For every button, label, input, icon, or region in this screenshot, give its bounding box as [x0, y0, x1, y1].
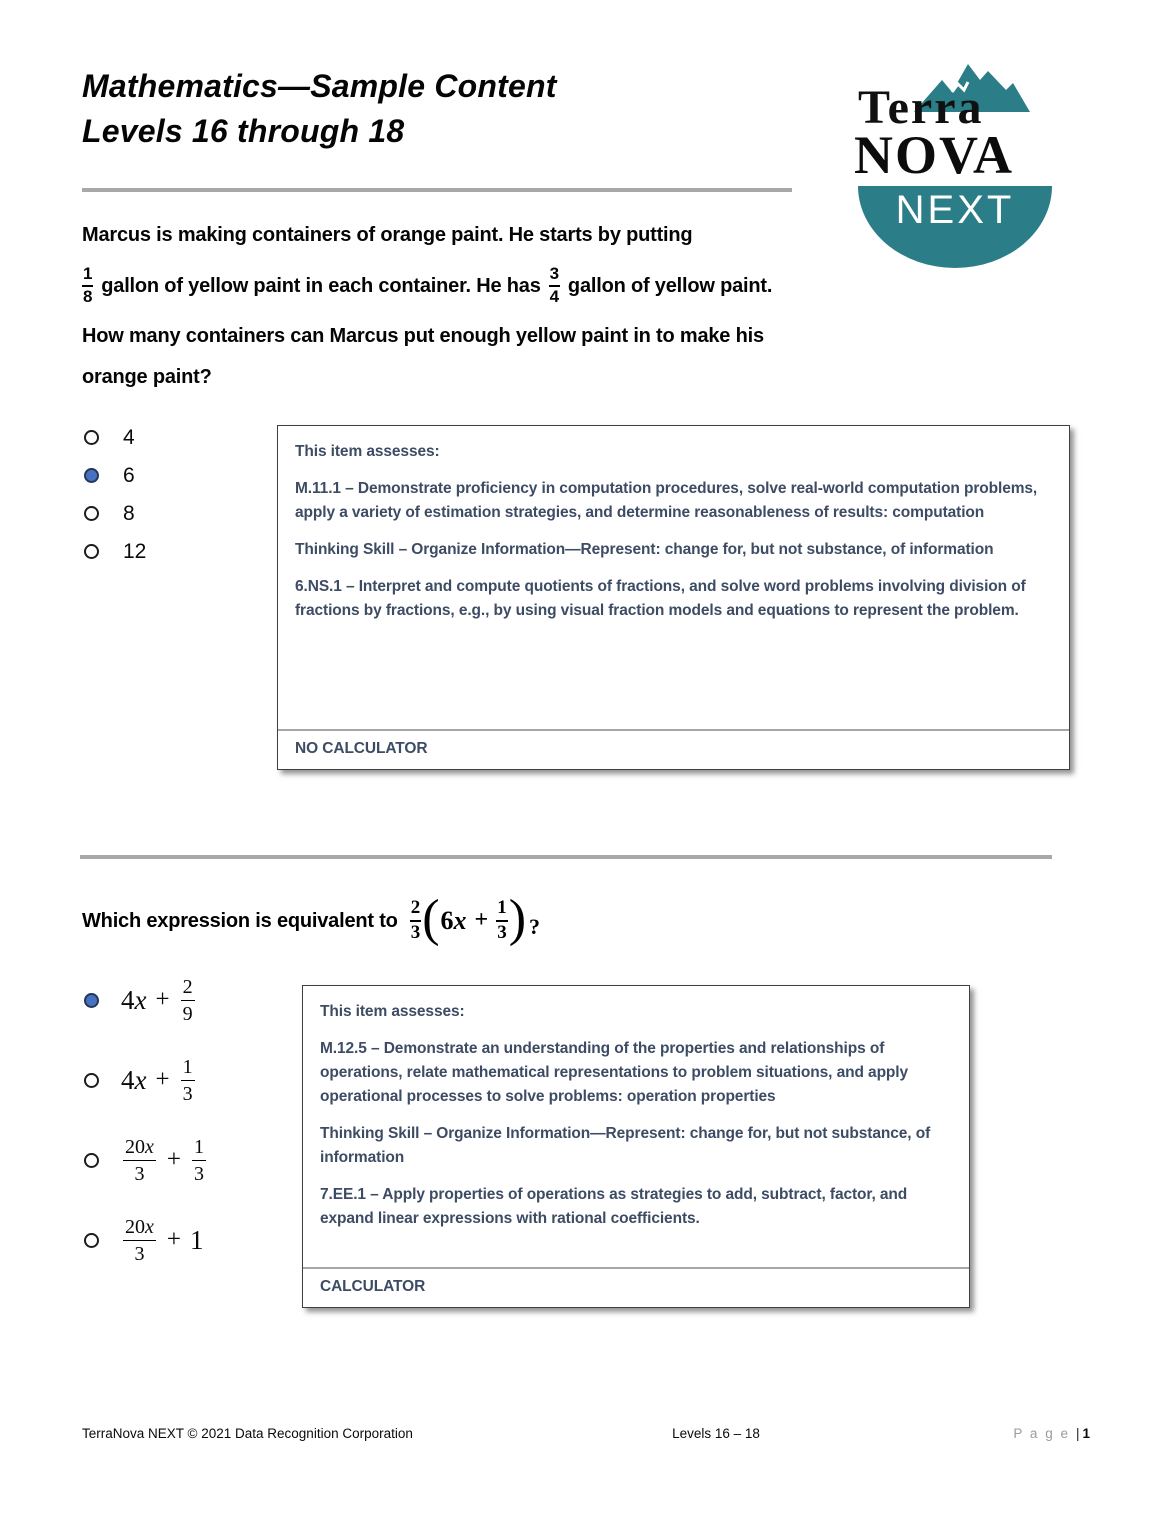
box1-thinking-skill: Thinking Skill – Organize Information—Represent: change for, but not substance, of information	[295, 541, 994, 559]
q1-line2	[82, 253, 932, 319]
q2-choice-row-2	[84, 1052, 208, 1108]
box1-standard-6ns1: 6.NS.1 – Interpret and compute quotients of fractions, and solve word problems involving division of fractions by fractions, e.g., by using visual fraction models and equations to represent the problem.	[295, 578, 1026, 620]
item-assessment-box-2	[302, 985, 970, 1308]
page-title-line1: Mathematics—Sample Content	[82, 68, 557, 104]
footer-levels: Levels 16 – 18	[672, 1426, 760, 1441]
q1-choice-row-2	[84, 462, 146, 489]
plus-operator: +	[166, 1146, 181, 1173]
fraction: $\frac{20x}{3}$	[125, 1135, 154, 1185]
q1-choice-3-label: 8	[123, 501, 135, 525]
math-variable: x	[145, 1215, 154, 1238]
footer-copyright: TerraNova NEXT © 2021 Data Recognition Corporation	[82, 1426, 413, 1441]
box2-heading: This item assesses:	[320, 1003, 465, 1020]
footer-page-number: P a g e | 1	[1013, 1426, 1090, 1441]
q2-choice-1-label: 4 x + $\frac{2}{9}$	[121, 975, 193, 1025]
q2-choice-2-radio[interactable]	[84, 1073, 99, 1088]
plus-operator: +	[166, 1226, 181, 1253]
q2-term-6x: 6x	[440, 905, 467, 935]
q1-line1: Marcus is making containers of orange paint. He starts by putting	[82, 224, 693, 246]
question-mark: ?	[529, 913, 541, 939]
q1-choice-row-1	[84, 424, 146, 451]
section-divider-rule	[80, 855, 1052, 859]
fraction: $\frac{20x}{3}$	[125, 1215, 154, 1265]
q2-inner-fraction: $\frac{1}{3}$	[497, 897, 507, 943]
q2-prompt-text: Which expression is equivalent to	[82, 909, 398, 932]
q2-choice-2-label: 4 x + $\frac{1}{3}$	[121, 1055, 193, 1105]
box2-standard-7ee1: 7.EE.1 – Apply properties of operations as strategies to add, subtract, factor, and expand linear expressions with rational coefficients.	[320, 1186, 908, 1228]
q2-choice-row-4	[84, 1212, 208, 1268]
math-variable: x	[134, 984, 147, 1015]
q1-line4: orange paint?	[82, 366, 212, 388]
q1-choice-row-3	[84, 500, 146, 527]
q1-choice-3-radio[interactable]	[84, 506, 99, 521]
q1-choice-4-radio[interactable]	[84, 544, 99, 559]
page-title	[82, 64, 557, 154]
plus-operator: +	[474, 907, 489, 934]
item-assessment-box-1	[277, 425, 1070, 770]
fraction: $\frac{1}{3}$	[182, 1055, 193, 1105]
title-divider-rule	[82, 188, 792, 192]
box1-standard-m111: M.11.1 – Demonstrate proficiency in computation procedures, solve real-world computation problems, apply a variety of estimation strategies, and determine reasonableness of results: computation	[295, 480, 1038, 522]
q1-choice-4-label: 12	[123, 539, 147, 563]
math-variable: x	[145, 1135, 154, 1158]
q1-choice-2-label: 6	[123, 463, 135, 487]
logo-nova-text: NOVA	[854, 125, 1015, 185]
q1-choice-1-radio[interactable]	[84, 430, 99, 445]
close-paren: )	[508, 889, 527, 947]
q1-line2-text-a: gallon of yellow paint in each container. He has	[101, 274, 541, 297]
q2-choice-row-1	[84, 972, 208, 1028]
q2-expression	[410, 889, 541, 947]
q1-fraction-1-8: 1 8	[83, 264, 93, 306]
q2-choice-1-radio-selected[interactable]	[84, 993, 99, 1008]
box2-calculator-status: CALCULATOR	[303, 1267, 969, 1307]
q1-choice-2-radio-selected[interactable]	[84, 468, 99, 483]
plus-operator: +	[155, 1066, 170, 1093]
question-2-text	[82, 886, 540, 956]
box2-thinking-skill: Thinking Skill – Organize Information—Represent: change for, but not substance, of information	[320, 1125, 931, 1167]
open-paren: (	[422, 889, 440, 947]
q2-lead-fraction: 2 3	[410, 897, 421, 943]
fraction: $\frac{2}{9}$	[182, 975, 193, 1025]
q2-choice-4-radio[interactable]	[84, 1233, 99, 1248]
q1-line2-text-b: gallon of yellow paint.	[567, 274, 773, 297]
q1-fraction-3-4: 3 4	[549, 264, 559, 306]
fraction: $\frac{1}{3}$	[194, 1135, 204, 1185]
q1-choice-1-label: 4	[123, 425, 135, 449]
box1-calculator-status: NO CALCULATOR	[278, 729, 1069, 769]
q2-choice-4-label: $\frac{20x}{3}$ + 1	[125, 1215, 204, 1265]
q2-answer-choices	[84, 972, 208, 1292]
box1-heading: This item assesses:	[295, 443, 440, 460]
question-1-text	[82, 224, 932, 389]
page-footer	[82, 1426, 1090, 1441]
plus-operator: +	[155, 986, 170, 1013]
logo-terra-text: Terra	[858, 81, 984, 134]
q1-choice-row-4	[84, 538, 146, 565]
page-title-line2: Levels 16 through 18	[82, 112, 405, 149]
logo-next-text: NEXT	[895, 188, 1015, 232]
q2-choice-3-radio[interactable]	[84, 1153, 99, 1168]
q1-line3: How many containers can Marcus put enough yellow paint in to make his	[82, 325, 764, 347]
q2-choice-3-label	[121, 1136, 208, 1185]
math-variable: x	[134, 1064, 147, 1095]
q1-answer-choices	[84, 424, 146, 576]
q2-choice-row-3	[84, 1132, 208, 1188]
box2-standard-m125: M.12.5 – Demonstrate an understanding of the properties and relationships of operations, relate mathematical representations to problem situations, and apply operational processes to solve problems: operation properties	[320, 1040, 909, 1106]
